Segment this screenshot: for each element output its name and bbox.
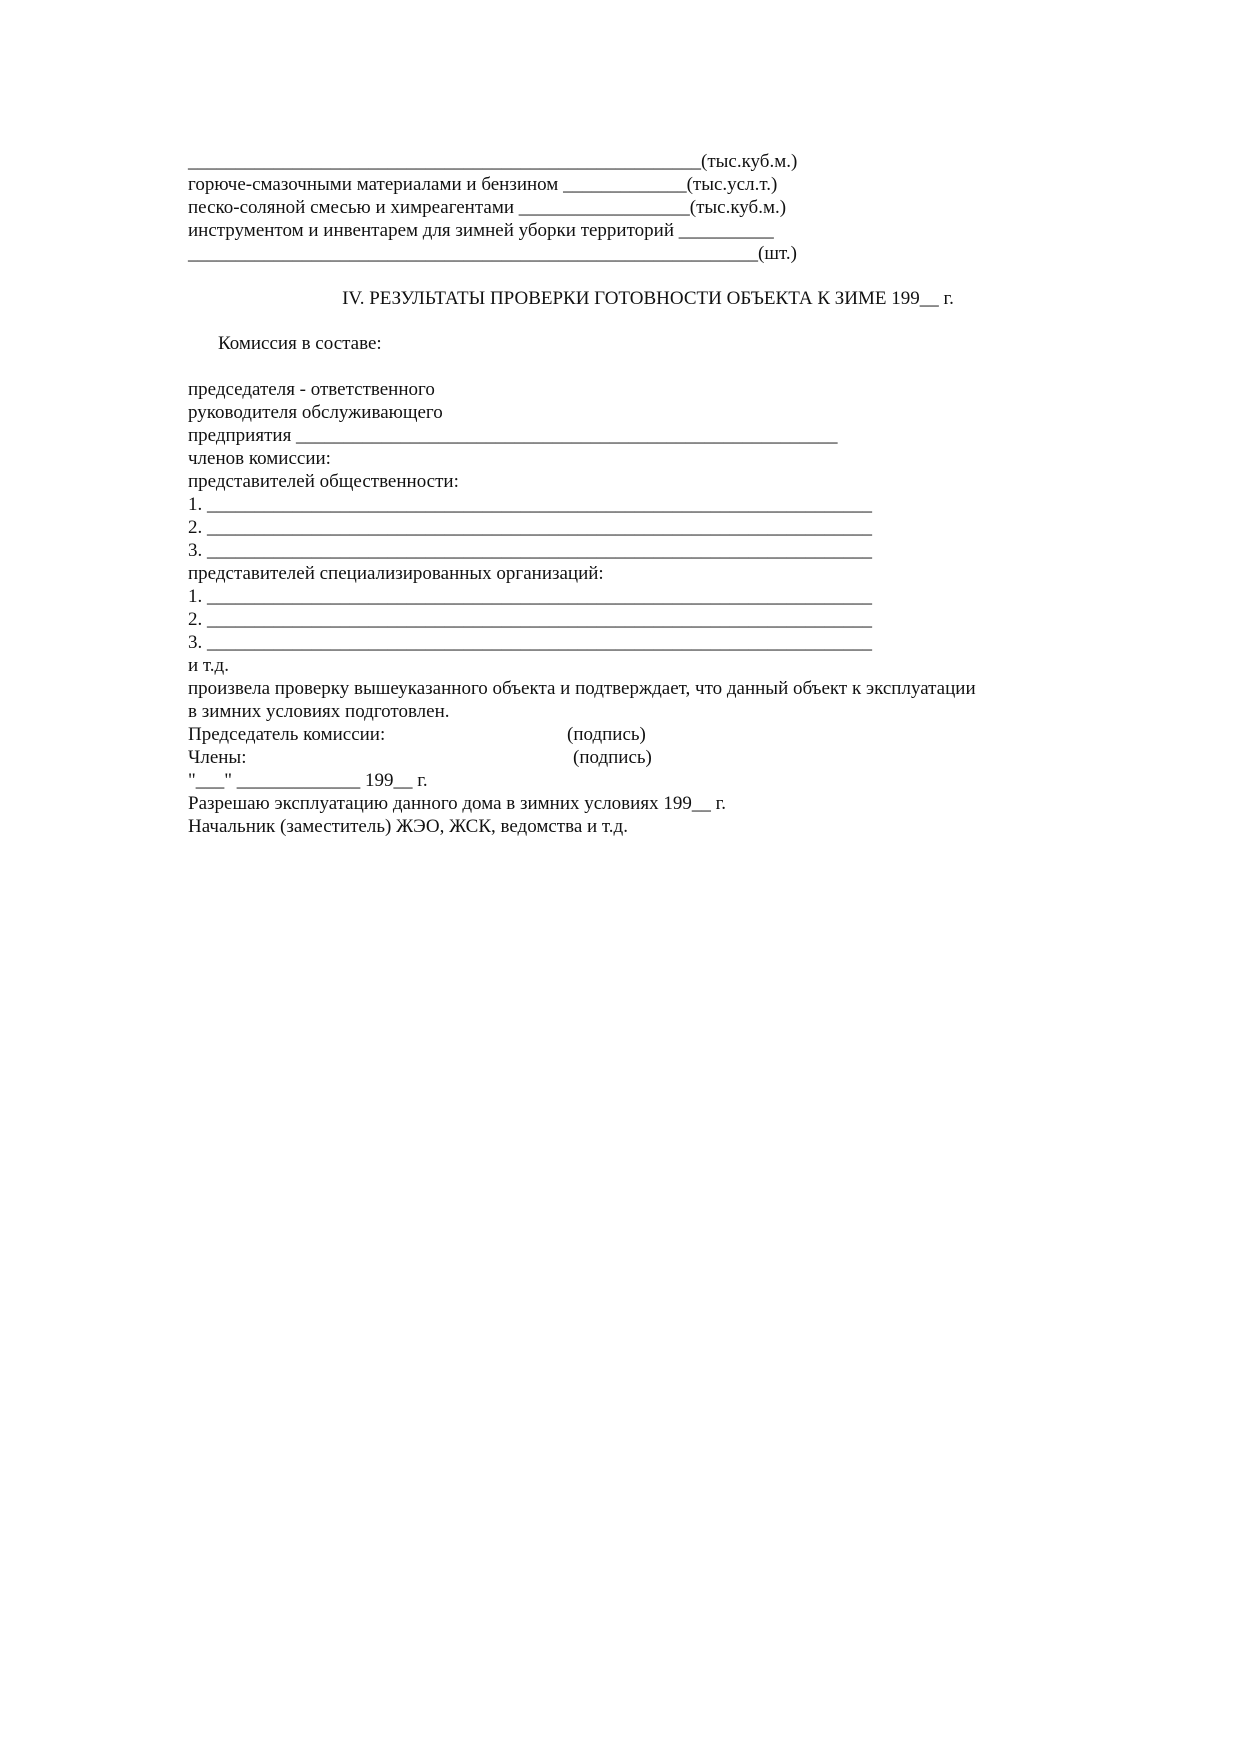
chair-line-1: председателя - ответственного [188, 379, 435, 400]
chair-signature-label: Председатель комиссии: [188, 724, 386, 745]
members-signature-label: Члены: [188, 747, 247, 768]
section-heading: IV. РЕЗУЛЬТАТЫ ПРОВЕРКИ ГОТОВНОСТИ ОБЪЕКТА К ЗИМЕ 199__ г. [342, 288, 954, 309]
chair-signature-row [188, 723, 1088, 746]
date-line: "___" _____________ 199__ г. [188, 770, 428, 791]
members-signature-placeholder: (подпись) [573, 747, 652, 768]
chair-signature-placeholder: (подпись) [567, 724, 646, 745]
supplies-line-pieces: ____________________________________________________________(шт.) [188, 243, 797, 264]
etc-text: и т.д. [188, 655, 229, 676]
public-rep-2: 2. ______________________________________________________________________ [188, 517, 872, 538]
supplies-line-1: ______________________________________________________(тыс.куб.м.) [188, 151, 798, 172]
supplies-line-fuel: горюче-смазочными материалами и бензином _____________(тыс.усл.т.) [188, 174, 778, 195]
approval-line-2: Начальник (заместитель) ЖЭО, ЖСК, ведомства и т.д. [188, 816, 628, 837]
commission-intro: Комиссия в составе: [218, 333, 382, 354]
public-rep-1: 1. ______________________________________________________________________ [188, 494, 872, 515]
conclusion-line-1: произвела проверку вышеуказанного объекта и подтверждает, что данный объект к эксплуатации [188, 678, 976, 699]
spec-rep-1: 1. ______________________________________________________________________ [188, 586, 872, 607]
public-reps-label: представителей общественности: [188, 471, 459, 492]
chair-line-3: предприятия _________________________________________________________ [188, 425, 838, 446]
approval-line-1: Разрешаю эксплуатацию данного дома в зимних условиях 199__ г. [188, 793, 726, 814]
spec-reps-label: представителей специализированных организаций: [188, 563, 604, 584]
conclusion-line-2: в зимних условиях подготовлен. [188, 701, 450, 722]
spec-rep-2: 2. ______________________________________________________________________ [188, 609, 872, 630]
supplies-line-sand: песко-соляной смесью и химреагентами __________________(тыс.куб.м.) [188, 197, 787, 218]
members-label: членов комиссии: [188, 448, 331, 469]
chair-line-2: руководителя обслуживающего [188, 402, 443, 423]
public-rep-3: 3. ______________________________________________________________________ [188, 540, 872, 561]
members-signature-row [188, 746, 1088, 769]
document-page [188, 150, 1088, 838]
supplies-line-tools: инструментом и инвентарем для зимней уборки территорий __________ [188, 220, 774, 241]
spacer [188, 355, 1088, 378]
spec-rep-3: 3. ______________________________________________________________________ [188, 632, 872, 653]
